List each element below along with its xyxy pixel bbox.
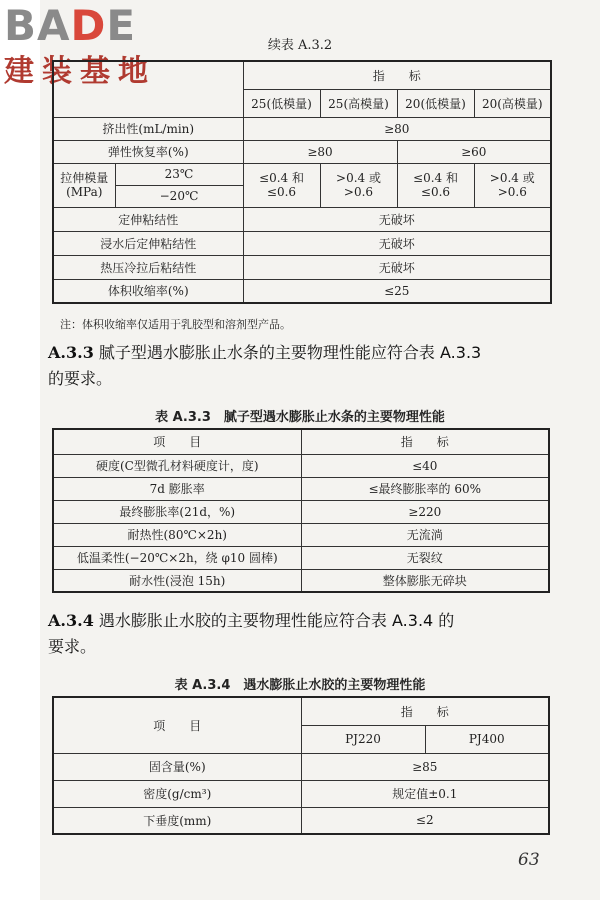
table-a32-caption: 续表 A.3.2 [267,38,333,53]
row-label: 定伸粘结性 [53,207,243,231]
row-value: ≤40 [301,454,549,477]
table-a32-note: 注：体积收缩率仅适用于乳胶型和溶剂型产品。 [60,318,291,331]
clause-text: 腻子型遇水膨胀止水条的主要物理性能应符合表 A.3.3 [98,343,482,362]
temp-label: 23℃ [115,163,243,185]
col-header: PJ220 [301,725,425,753]
paragraph-a34 [48,608,558,660]
paragraph-a33 [48,340,558,392]
table-a32 [52,60,552,304]
header-blank [53,61,243,117]
row-label: 体积收缩率(%) [53,279,243,303]
row-label: 最终膨胀率(21d，%) [53,500,301,523]
clause-text-end: 的要求。 [48,369,113,388]
page-number: 63 [518,850,540,870]
row-value: ≥60 [397,140,551,163]
row-label: 下垂度(mm) [53,807,301,834]
row-value: 无破坏 [243,207,551,231]
clause-number: A.3.3 [48,343,94,362]
row-label: 耐水性(浸泡 15h) [53,569,301,592]
tensile-value: ≤0.4 和 ≤0.6 [397,163,474,207]
row-label: 浸水后定伸粘结性 [53,231,243,255]
table-a33 [52,428,550,593]
table-a33-caption: 表 A.3.3 腻子型遇水膨胀止水条的主要物理性能 [155,410,445,425]
row-value: 无裂纹 [301,546,549,569]
row-value: 规定值±0.1 [301,780,549,807]
row-value: ≤25 [243,279,551,303]
row-label: 密度(g/cm³) [53,780,301,807]
row-value: ≥80 [243,117,551,140]
row-label: 热压冷拉后粘结性 [53,255,243,279]
row-label: 耐热性(80℃×2h) [53,523,301,546]
col-header: 25(低模量) [243,89,320,117]
clause-text-end: 要求。 [48,637,97,656]
header-item: 项 目 [53,429,301,454]
clause-number: A.3.4 [48,611,94,630]
row-label-tensile: 拉伸模量 (MPa) [53,163,115,207]
row-label: 挤出性(mL/min) [53,117,243,140]
row-value: ≤2 [301,807,549,834]
header-item: 项 目 [53,697,301,753]
col-header: PJ400 [425,725,549,753]
row-value: 无流淌 [301,523,549,546]
col-header: 20(低模量) [397,89,474,117]
row-label: 7d 膨胀率 [53,477,301,500]
col-header: 25(高模量) [320,89,397,117]
row-value: 整体膨胀无碎块 [301,569,549,592]
temp-label: −20℃ [115,185,243,207]
header-index: 指 标 [243,61,551,89]
header-index: 指 标 [301,697,549,725]
row-label: 硬度(C型微孔材料硬度计，度) [53,454,301,477]
logo-subtitle: 建装基地 [4,54,156,89]
clause-text: 遇水膨胀止水胶的主要物理性能应符合表 A.3.4 的 [98,611,455,630]
tensile-value: >0.4 或 >0.6 [474,163,551,207]
row-value: ≥80 [243,140,397,163]
row-value: ≤最终膨胀率的 60% [301,477,549,500]
row-value: 无破坏 [243,231,551,255]
tensile-value: >0.4 或 >0.6 [320,163,397,207]
row-value: ≥220 [301,500,549,523]
row-label: 弹性恢复率(%) [53,140,243,163]
row-label: 固含量(%) [53,753,301,780]
col-header: 20(高模量) [474,89,551,117]
row-value: ≥85 [301,753,549,780]
row-label: 低温柔性(−20℃×2h，绕 φ10 圆棒) [53,546,301,569]
row-value: 无破坏 [243,255,551,279]
logo-wordmark: BADE [4,1,137,50]
table-a34 [52,696,550,835]
header-index: 指 标 [301,429,549,454]
tensile-value: ≤0.4 和 ≤0.6 [243,163,320,207]
table-a34-caption: 表 A.3.4 遇水膨胀止水胶的主要物理性能 [174,678,426,693]
